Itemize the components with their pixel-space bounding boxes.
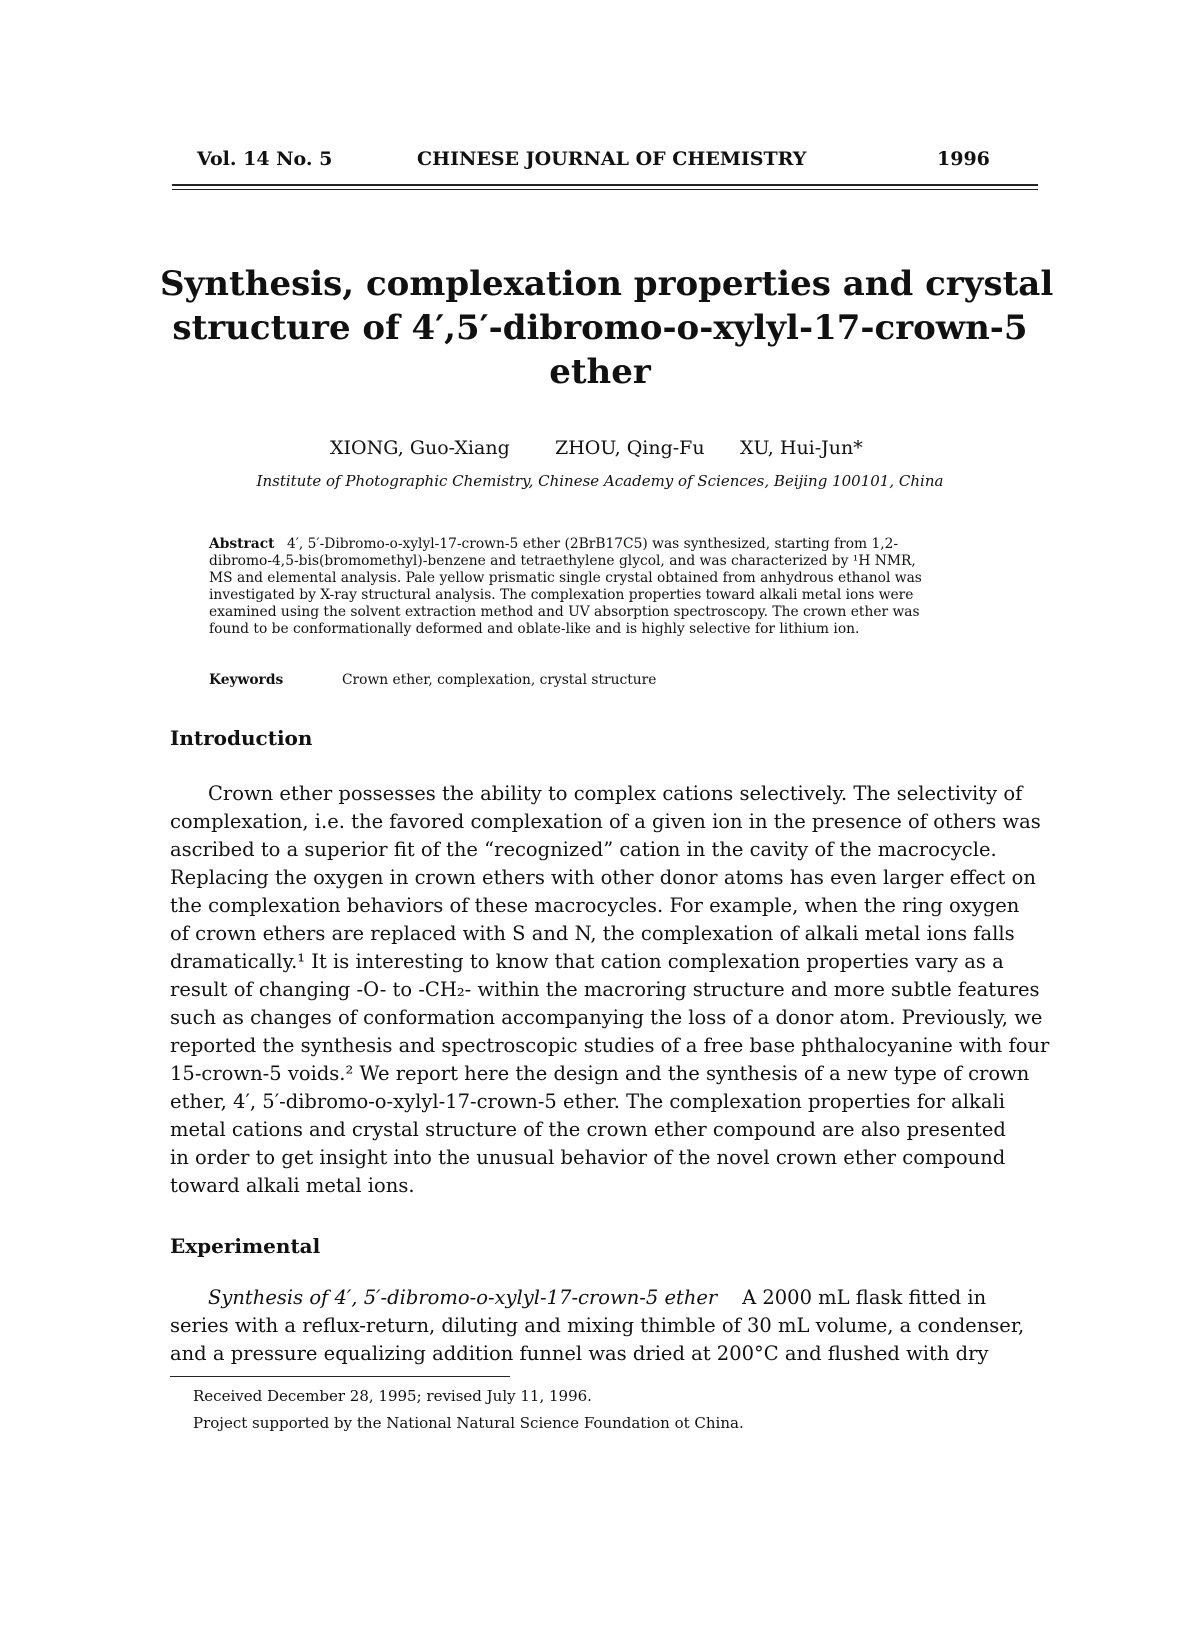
title-line: ether	[549, 352, 651, 392]
body-line: 15-crown-5 voids.² We report here the design and the synthesis of a new type of crown	[170, 1062, 1030, 1085]
experimental-first-line: A 2000 mL flask fitted in	[742, 1286, 987, 1309]
body-line: the complexation behaviors of these macrocycles. For example, when the ring oxygen	[170, 894, 1020, 917]
abstract-line: investigated by X-ray structural analysis. The complexation properties toward alkali metal ions were	[209, 587, 914, 603]
body-line: ether, 4′, 5′-dibromo-o-xylyl-17-crown-5 ether. The complexation properties for alkali	[170, 1090, 1005, 1113]
abstract-label: Abstract	[209, 536, 275, 552]
abstract-text: 4′, 5′-Dibromo-o-xylyl-17-crown-5 ether (2BrB17C5) was synthesized, starting from 1,2-	[287, 536, 899, 552]
body-line: ascribed to a superior fit of the “recognized” cation in the cavity of the macrocycle.	[170, 838, 997, 861]
affiliation: Institute of Photographic Chemistry, Chinese Academy of Sciences, Beijing 100101, China	[256, 472, 944, 490]
keywords-text: Crown ether, complexation, crystal structure	[342, 672, 657, 688]
body-line: and a pressure equalizing addition funnel was dried at 200°C and flushed with dry	[170, 1342, 989, 1365]
abstract-line: MS and elemental analysis. Pale yellow prismatic single crystal obtained from anhydrous ethanol was	[209, 570, 922, 586]
experimental-heading: Experimental	[170, 1234, 321, 1258]
abstract-block	[209, 536, 1009, 638]
footnote-rule	[170, 1376, 510, 1377]
footnotes	[193, 1383, 744, 1437]
body-line: of crown ethers are replaced with S and N, the complexation of alkali metal ions falls	[170, 922, 1015, 945]
keywords-line	[209, 672, 656, 688]
header-rule-thick	[172, 184, 1038, 186]
footnote: Received December 28, 1995; revised July 11, 1996.	[193, 1387, 592, 1405]
body-line	[170, 1284, 1035, 1312]
year-label: 1996	[937, 148, 990, 170]
body-line: such as changes of conformation accompanying the loss of a donor atom. Previously, we	[170, 1006, 1043, 1029]
abstract-line	[209, 536, 1009, 553]
volume-label: Vol. 14 No. 5	[197, 148, 333, 170]
author-name: XIONG, Guo-Xiang	[330, 437, 510, 459]
abstract-line: found to be conformationally deformed and oblate-like and is highly selective for lithium ion.	[209, 621, 860, 637]
author-list	[160, 437, 1040, 465]
body-line: complexation, i.e. the favored complexation of a given ion in the presence of others was	[170, 810, 1041, 833]
body-line: series with a reflux-return, diluting and mixing thimble of 30 mL volume, a condenser,	[170, 1314, 1025, 1337]
body-line: toward alkali metal ions.	[170, 1174, 415, 1197]
body-line: metal cations and crystal structure of the crown ether compound are also presented	[170, 1118, 1006, 1141]
title-line: Synthesis, complexation properties and crystal	[160, 264, 1054, 304]
title-line: structure of 4′,5′-dibromo-o-xylyl-17-crown-5	[172, 308, 1028, 348]
paper-title	[160, 262, 1054, 394]
author-name: XU, Hui-Jun*	[740, 437, 863, 459]
body-line: Crown ether possesses the ability to complex cations selectively. The selectivity of	[208, 782, 1023, 805]
introduction-body	[170, 780, 1050, 1200]
header-rule-thin	[172, 189, 1038, 190]
journal-name: CHINESE JOURNAL OF CHEMISTRY	[417, 148, 807, 170]
body-line: Replacing the oxygen in crown ethers with other donor atoms has even larger effect on	[170, 866, 1036, 889]
abstract-line: dibromo-4,5-bis(bromomethyl)-benzene and tetraethylene glycol, and was characterized by ¹H NMR,	[209, 553, 916, 569]
author-name: ZHOU, Qing-Fu	[555, 437, 705, 459]
body-line: in order to get insight into the unusual behavior of the novel crown ether compound	[170, 1146, 1006, 1169]
keywords-label: Keywords	[209, 672, 284, 688]
experimental-body	[170, 1284, 1035, 1368]
body-line: reported the synthesis and spectroscopic studies of a free base phthalocyanine with four	[170, 1034, 1050, 1057]
running-header	[172, 148, 1032, 178]
body-line: dramatically.¹ It is interesting to know that cation complexation properties vary as a	[170, 950, 1004, 973]
introduction-heading: Introduction	[170, 726, 313, 750]
abstract-line: examined using the solvent extraction method and UV absorption spectroscopy. The crown ether was	[209, 604, 920, 620]
footnote: Project supported by the National Natural Science Foundation ot China.	[193, 1414, 744, 1432]
experimental-subheading: Synthesis of 4′, 5′-dibromo-o-xylyl-17-crown-5 ether	[208, 1286, 718, 1309]
body-line: result of changing -O- to -CH₂- within the macroring structure and more subtle features	[170, 978, 1040, 1001]
